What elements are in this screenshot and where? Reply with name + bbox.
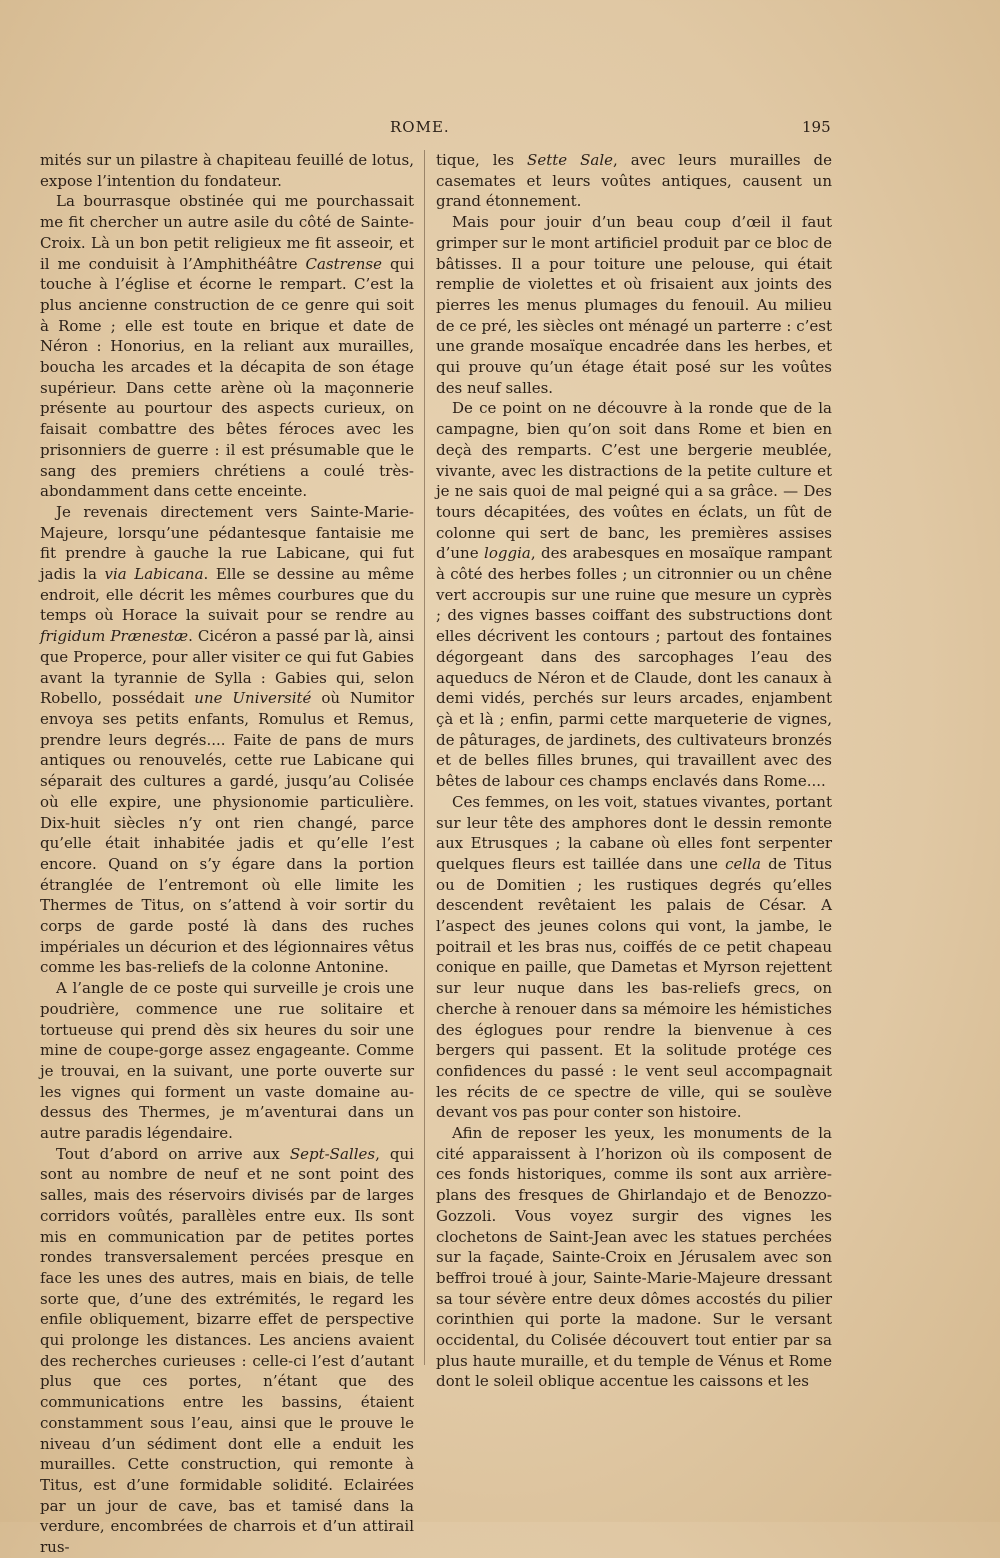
- paragraph: [436, 212, 832, 398]
- italic-text: frigidum Prænestæ: [40, 627, 189, 646]
- continued-paragraph: [40, 150, 414, 191]
- italic-text: cella: [725, 854, 761, 873]
- paragraph: [436, 1123, 832, 1392]
- paragraph: [40, 1144, 414, 1558]
- paragraph: [40, 191, 414, 502]
- text-run: , qui sont au nombre de neuf et ne sont point des salles, mais des réservoirs divisés par de larges corridors voûtés, parallèles entre eux. Ils sont mis en communication par de petites portes rondes transversalement percées presque en face les unes des autres, mais en biais, de telle sorte que, d’une des extrémités, le regard les enfile obliquement, bizarre effet de perspective qui prolonge les distances. Les anciens avaient des recherches curieuses : celle-ci l’est d’autant plus que ces portes, n’étant que des communications entre les bassins, étaient constamment sous l’eau, ainsi que le prouve le niveau d’un sédiment dont elle a enduit les murailles. Cette construction, qui remonte à Titus, est d’une formidable solidité. Eclairées par un jour de cave, bas et tamisé dans la verdure, encombrées de charrois et d’un attirail rus-: [40, 1144, 414, 1557]
- text-run: Ces femmes, on les voit, statues vivantes, portant sur leur tête des amphores dont le dessin remonte aux Etrusques ; la cabane où elles font serpenter quelques fleurs est taillée dans une: [436, 792, 832, 873]
- text-run: qui touche à l’église et écorne le rempart. C’est la plus ancienne construction de ce genre qui soit à Rome ; elle est toute en brique et date de Néron : Honorius, en la reliant aux murailles, boucha les arcades et la décapita de son étage supérieur. Dans cette arène où la maçonnerie présente au pourtour des aspects curieux, on faisait combattre des bêtes féroces avec les prisonniers de guerre : il est présumable que le sang des premiers chrétiens a coulé très-abondamment dans cette enceinte.: [40, 254, 414, 501]
- italic-text: Sette Sale: [527, 151, 613, 169]
- right-column: [436, 150, 832, 1392]
- paragraph: [436, 398, 832, 791]
- text-run: . Elle se dessine au même endroit, elle décrit les mêmes courbures que du temps où Horace la suivait pour se rendre au: [40, 565, 415, 625]
- page-number: 195: [802, 118, 831, 136]
- text-run: De ce point on ne découvre à la ronde que de la campagne, bien qu’on soit dans Rome et bien en deçà des remparts. C’est une bergerie meublée, vivante, avec les distractions de la petite culture et je ne sais quoi de mal peigné qui a sa grâce. — Des tours décapitées, des voûtes en éclats, un fût de colonne qui sert de banc, les premières assises d’une: [436, 399, 832, 563]
- italic-text: Castrense: [305, 254, 382, 273]
- running-title: ROME.: [390, 118, 450, 136]
- italic-text: Sept-Salles: [289, 1144, 376, 1163]
- text-run: Je revenais directement vers Sainte-Marie-Majeure, lorsqu’une pédantesque fantaisie me fit prendre à gauche la rue Labicane, qui fut jadis la: [40, 502, 414, 584]
- paragraph: [40, 502, 414, 978]
- paragraph: [436, 792, 832, 1123]
- text-run: Mais pour jouir d’un beau coup d’œil il faut grimper sur le mont artificiel produit par ce bloc de bâtisses. Il a pour toiture une pelouse, qui était remplie de violettes et où frisaient aux joints des pierres les menus plumages du fenouil. Au milieu de ce pré, les siècles ont ménagé un parterre : c’est une grande mosaïque encadrée dans les herbes, et qui prouve qu’un étage était posé sur les voûtes des neuf salles.: [436, 213, 832, 397]
- text-run: tique, les: [436, 151, 528, 169]
- text-run: La bourrasque obstinée qui me pourchassait me fit chercher un autre asile du côté de Sainte-Croix. Là un bon petit religieux me fit asseoir, et il me conduisit à l’Amphithéâtre: [40, 192, 414, 273]
- column-divider: [424, 150, 425, 1365]
- text-run: mités sur un pilastre à chapiteau feuillé de lotus, expose l’intention du fondateur.: [40, 151, 414, 190]
- text-run: de Titus ou de Domitien ; les rustiques degrés qu’elles descendent revêtaient les palais de César. A l’aspect des jeunes colons qui vont, la jambe, le poitrail et les bras nus, coiffés de ce petit chapeau conique en paille, que Dametas et Myrson rejettent sur leur nuque dans les bas-reliefs grecs, on cherche à renouer dans sa mémoire les hémistiches des églogues pour rendre la bienvenue à ces bergers qui passent. Et la solitude protége ces confidences du passé : le vent seul accompagnait les récits de ce spectre de ville, qui se soulève devant vos pas pour conter son histoire.: [436, 854, 832, 1122]
- text-run: . Cicéron a passé par là, ainsi que Properce, pour aller visiter ce qui fut Gabies avant la tyrannie de Sylla : Gabies qui, selon Robello, possédait: [40, 627, 414, 708]
- continued-paragraph: [436, 150, 832, 212]
- text-run: A l’angle de ce poste qui surveille je crois une poudrière, commence une rue solitaire et tortueuse qui prend dès six heures du soir une mine de coupe-gorge assez engageante. Comme je trouvai, en la suivant, une porte ouverte sur les vignes qui forment un vaste domaine au-dessus des Thermes, je m’aventurai dans un autre paradis légendaire.: [40, 979, 414, 1143]
- paragraph: [40, 978, 414, 1144]
- italic-text: une Université: [194, 689, 312, 708]
- italic-text: loggia: [484, 544, 531, 563]
- italic-text: via Labicana: [104, 565, 204, 584]
- text-run: où Numitor envoya ses petits enfants, Romulus et Remus, prendre leurs degrés.... Faite de pans de murs antiques ou renouvelés, cette rue Labicane qui séparait des cultures a gardé, jusqu’au Colisée où elle expire, une physionomie particulière. Dix-huit siècles n’y ont rien changé, parce qu’elle était inhabitée jadis et qu’elle l’est encore. Quand on s’y égare dans la portion étranglée de l’entremont où elle limite les Thermes de Titus, on s’attend à voir sortir du corps de garde posté là dans des ruches impériales un décurion et des légionnaires vêtus comme les bas-reliefs de la colonne Antonine.: [40, 689, 414, 977]
- text-run: Tout d’abord on arrive aux: [56, 1144, 290, 1163]
- text-run: , des arabesques en mosaïque rampant à côté des herbes folles ; un citronnier ou un chêne vert accroupis sur une ruine que mesure un cyprès ; des vignes basses coiffant des substructions dont elles décrivent les contours ; partout des fontaines dégorgeant dans des sarcophages l’eau des aqueducs de Néron et de Claude, dont les canaux à demi vidés, perchés sur leurs arcades, enjambent çà et là ; enfin, parmi cette marqueterie de vignes, de pâturages, de jardinets, des cultivateurs bronzés et de belles filles brunes, qui travaillent avec des bêtes de labour ces champs enclavés dans Rome....: [436, 544, 833, 791]
- text-run: Afin de reposer les yeux, les monuments de la cité apparaissent à l’horizon où ils composent de ces fonds historiques, comme ils sont aux arrière-plans des fresques de Ghirlandajo et de Benozzo-Gozzoli. Vous voyez surgir des vignes les clochetons de Saint-Jean avec les statues perchées sur la façade, Sainte-Croix en Jérusalem avec son beffroi troué à jour, Sainte-Marie-Majeure dressant sa tour sévère entre deux dômes accostés du pilier corinthien qui porte la madone. Sur le versant occidental, du Colisée découvert tout entier par sa plus haute muraille, et du temple de Vénus et Rome dont le soleil oblique accentue les caissons et les: [436, 1124, 832, 1391]
- left-column: [40, 150, 414, 1558]
- text-run: , avec leurs murailles de casemates et leurs voûtes antiques, causent un grand étonnement.: [436, 151, 832, 211]
